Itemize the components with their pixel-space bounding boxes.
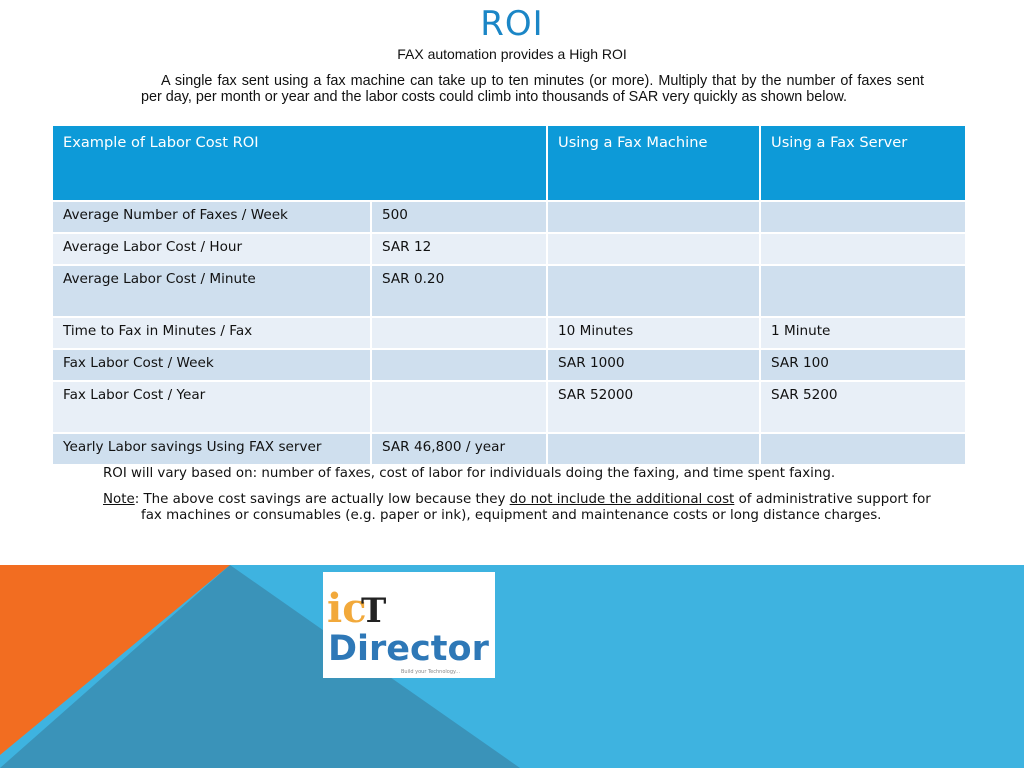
- intro-paragraph: A single fax sent using a fax machine can take up to ten minutes (or more). Multiply that by the number of faxes sent per day, per month or year and the labor costs could climb into thousands of SAR very quickly as shown below.: [141, 73, 924, 105]
- decorative-background: [0, 565, 1024, 768]
- cell-fax-server: [760, 265, 966, 317]
- table-row: [52, 265, 966, 317]
- slide-subtitle: FAX automation provides a High ROI: [397, 46, 627, 62]
- cell-value: [371, 317, 547, 349]
- row-label: Fax Labor Cost / Year: [52, 381, 371, 433]
- table-row: [52, 317, 966, 349]
- ict-director-logo: [323, 572, 495, 678]
- note-text-before: : The above cost savings are actually low because they: [134, 492, 510, 507]
- cell-fax-server: [760, 433, 966, 465]
- logo-director: Director: [328, 629, 489, 669]
- row-label: Average Labor Cost / Hour: [52, 233, 371, 265]
- roi-table: [51, 124, 967, 466]
- cell-fax-machine: SAR 52000: [547, 381, 760, 433]
- cell-fax-machine: 10 Minutes: [547, 317, 760, 349]
- row-label: Average Number of Faxes / Week: [52, 201, 371, 233]
- note-text-after: of administrative support for fax machines or consumables (e.g. paper or ink), equipment and maintenance costs or long distance charges.: [141, 492, 931, 523]
- logo-t: T: [361, 591, 387, 631]
- table-header-row: [52, 125, 966, 201]
- cell-fax-machine: [547, 433, 760, 465]
- cell-fax-server: [760, 201, 966, 233]
- header-example: Example of Labor Cost ROI: [52, 125, 547, 201]
- cell-value: [371, 349, 547, 381]
- cell-value: SAR 46,800 / year: [371, 433, 547, 465]
- cell-fax-machine: SAR 1000: [547, 349, 760, 381]
- cell-fax-machine: [547, 201, 760, 233]
- cell-fax-machine: [547, 233, 760, 265]
- table-row: [52, 201, 966, 233]
- cell-fax-machine: [547, 265, 760, 317]
- note-emphasis: do not include the additional cost: [509, 492, 735, 507]
- cell-value: [371, 381, 547, 433]
- logo-ic: ic: [327, 585, 367, 632]
- cell-value: SAR 0.20: [371, 265, 547, 317]
- cell-value: 500: [371, 201, 547, 233]
- roi-note: ROI will vary based on: number of faxes, cost of labor for individuals doing the faxing, and time spent faxing.: [103, 466, 836, 481]
- note-label: Note: [103, 492, 135, 507]
- table-row: [52, 433, 966, 465]
- cost-note: [103, 492, 933, 524]
- table-row: [52, 233, 966, 265]
- cell-fax-server: [760, 233, 966, 265]
- row-label: Fax Labor Cost / Week: [52, 349, 371, 381]
- table-row: [52, 381, 966, 433]
- cell-fax-server: SAR 100: [760, 349, 966, 381]
- cell-value: SAR 12: [371, 233, 547, 265]
- table-row: [52, 349, 966, 381]
- logo-graphic: [323, 572, 495, 678]
- slide-title: ROI: [480, 4, 544, 44]
- cell-fax-server: 1 Minute: [760, 317, 966, 349]
- header-fax-machine: Using a Fax Machine: [547, 125, 760, 201]
- row-label: Time to Fax in Minutes / Fax: [52, 317, 371, 349]
- notes-section: [103, 466, 933, 534]
- row-label: Average Labor Cost / Minute: [52, 265, 371, 317]
- row-label: Yearly Labor savings Using FAX server: [52, 433, 371, 465]
- header-fax-server: Using a Fax Server: [760, 125, 966, 201]
- cell-fax-server: SAR 5200: [760, 381, 966, 433]
- logo-tagline: Build your Technology...: [401, 669, 461, 675]
